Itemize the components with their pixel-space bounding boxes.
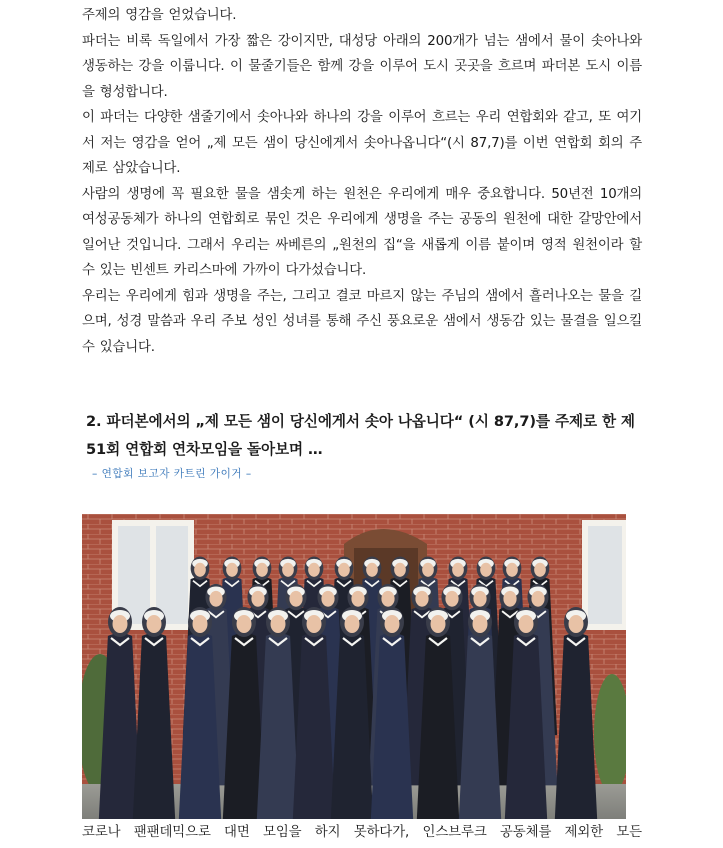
section-byline: – 연합회 보고자 카트린 가이거 –	[92, 468, 252, 480]
section-heading: 2. 파더본에서의 „제 모든 샘이 당신에게서 솟아 나옵니다“ (시 87,7)를 주제로 한 제 51회 연합회 연차모임을 돌아보며 …	[86, 413, 635, 458]
paragraph: 주제의 영감을 얻었습니다.	[82, 8, 237, 23]
body-text	[82, 3, 642, 360]
paragraph: 파더는 비록 독일에서 가장 짧은 강이지만, 대성당 아래의 200개가 넘는 샘에서 물이 솟아나와 생동하는 강을 이룹니다. 이 물줄기들은 함께 강을 이루어 도시 곳곳을 흐르며 파더본 도시 이름을 형성합니다.	[82, 33, 642, 100]
window-right	[582, 520, 626, 630]
paragraph: 사람의 생명에 꼭 필요한 물을 샘솟게 하는 원천은 우리에게 매우 중요합니다. 50년전 10개의 여성공동체가 하나의 연합회로 묶인 것은 우리에게 생명을 주는 공동의 원천에 대한 갈망안에서 일어난 것입니다. 그래서 우리는 싸베른의 „원천의 집“을 새롭게 이름 붙이며 영적 원천이라 할 수 있는 빈센트 카리스마에 가까이 다가섰습니다.	[82, 186, 642, 278]
photo-caption: 코로나 팬팬데믹으로 대면 모임을 하지 못하다가, 인스브루크 공동체를 제외한 모든	[82, 825, 642, 840]
paragraph: 이 파더는 다양한 샘줄기에서 솟아나와 하나의 강을 이루어 흐르는 우리 연합회와 같고, 또 여기서 저는 영감을 얻어 „제 모든 샘이 당신에게서 솟아나옵니다“(시 87,7)를 이번 연합회 회의 주제로 삼았습니다.	[82, 110, 642, 176]
paragraph: 우리는 우리에게 힘과 생명을 주는, 그리고 결코 마르지 않는 주님의 샘에서 흘러나오는 물을 길으며, 성경 말씀과 우리 주보 성인 성녀를 통해 주신 풍요로운 샘에서 생동감 있는 물결을 일으킬 수 있습니다.	[82, 288, 642, 355]
group-photo	[82, 514, 626, 819]
